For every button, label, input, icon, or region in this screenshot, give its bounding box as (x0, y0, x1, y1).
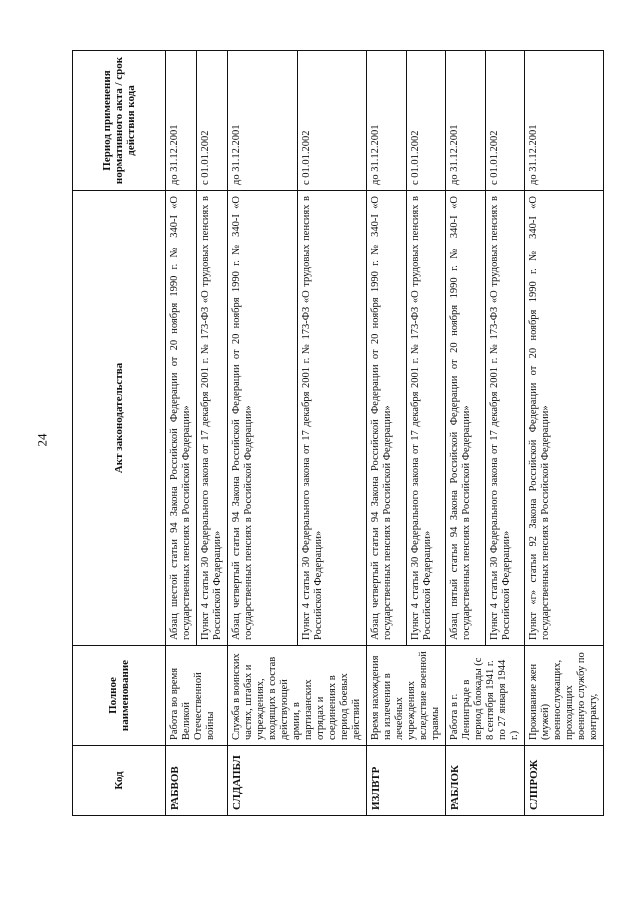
period-cell: с 01.01.2002 (197, 51, 228, 191)
period-cell: до 31.12.2001 (228, 51, 298, 191)
table-row (228, 51, 298, 816)
table-row (166, 51, 197, 816)
name-cell: Работа в г. Ленинграде в период блокады (с 8 сентября 1941 г. по 27 января 1944 г.) (446, 646, 525, 746)
header-act: Акт законодательства (73, 191, 166, 646)
header-name: Полное наименование (73, 646, 166, 746)
code-cell: РАБЛОК (446, 746, 525, 816)
code-cell: СЛДАПБЛ (228, 746, 367, 816)
act-cell: Пункт 4 статьи 30 Федерального закона от 17 декабря 2001 г. № 173-ФЗ «О трудовых пенсиях в Российской Федерации» (297, 191, 367, 646)
table-header-row (73, 51, 166, 816)
code-cell: ИЗЛВТР (367, 746, 446, 816)
period-cell: с 01.01.2002 (485, 51, 525, 191)
page-number: 24 (34, 433, 50, 447)
header-code: Код (73, 746, 166, 816)
header-period: Период применения нормативного акта / срок действия кода (73, 51, 166, 191)
act-cell: Абзац четвертый статьи 94 Закона Российской Федерации от 20 ноября 1990 г. № 340-I «О государственных пенсиях в Российской Федерации» (228, 191, 298, 646)
table-row (367, 51, 407, 816)
code-cell: РАБВОВ (166, 746, 228, 816)
act-cell: Пункт «г» статьи 92 Закона Российской Федерации от 20 ноября 1990 г. № 340-I «О государственных пенсиях в Российской Федерации» (525, 191, 604, 646)
rotated-sheet (72, 51, 599, 816)
act-cell: Пункт 4 статьи 30 Федерального закона от 17 декабря 2001 г. № 173-ФЗ «О трудовых пенсиях в Российской Федерации» (485, 191, 525, 646)
act-cell: Абзац шестой статьи 94 Закона Российской Федерации от 20 ноября 1990 г. № 340-I «О государственных пенсиях в Российской Федерации» (166, 191, 197, 646)
code-cell: СЛПРОЖ (525, 746, 604, 816)
period-cell: до 31.12.2001 (367, 51, 407, 191)
period-cell: с 01.01.2002 (297, 51, 367, 191)
act-cell: Абзац четвертый статьи 94 Закона Российской Федерации от 20 ноября 1990 г. № 340-I «О государственных пенсиях в Российской Федерации» (367, 191, 407, 646)
table-row (525, 51, 604, 816)
act-cell: Пункт 4 статьи 30 Федерального закона от 17 декабря 2001 г. № 173-ФЗ «О трудовых пенсиях в Российской Федерации» (406, 191, 446, 646)
act-cell: Абзац пятый статьи 94 Закона Российской Федерации от 20 ноября 1990 г. № 340-I «О государственных пенсиях в Российской Федерации» (446, 191, 486, 646)
table-row (446, 51, 486, 816)
period-cell: до 31.12.2001 (525, 51, 604, 191)
name-cell: Работа во время Великой Отечественной войны (166, 646, 228, 746)
name-cell: Время нахождения на излечении в лечебных учреждениях вследствие военной травмы (367, 646, 446, 746)
landscape-content (72, 51, 599, 816)
act-cell: Пункт 4 статьи 30 Федерального закона от 17 декабря 2001 г. № 173-ФЗ «О трудовых пенсиях в Российской Федерации» (197, 191, 228, 646)
legislation-table (72, 50, 604, 816)
name-cell: Служба в воинских частях, штабах и учреждениях, входящих в состав действующей армии, в партизанских отрядах и соединениях в период боевых действий (228, 646, 367, 746)
period-cell: до 31.12.2001 (446, 51, 486, 191)
period-cell: с 01.01.2002 (406, 51, 446, 191)
period-cell: до 31.12.2001 (166, 51, 197, 191)
name-cell: Проживание жен (мужей) военнослужащих, проходящих военную службу по контракту, (525, 646, 604, 746)
